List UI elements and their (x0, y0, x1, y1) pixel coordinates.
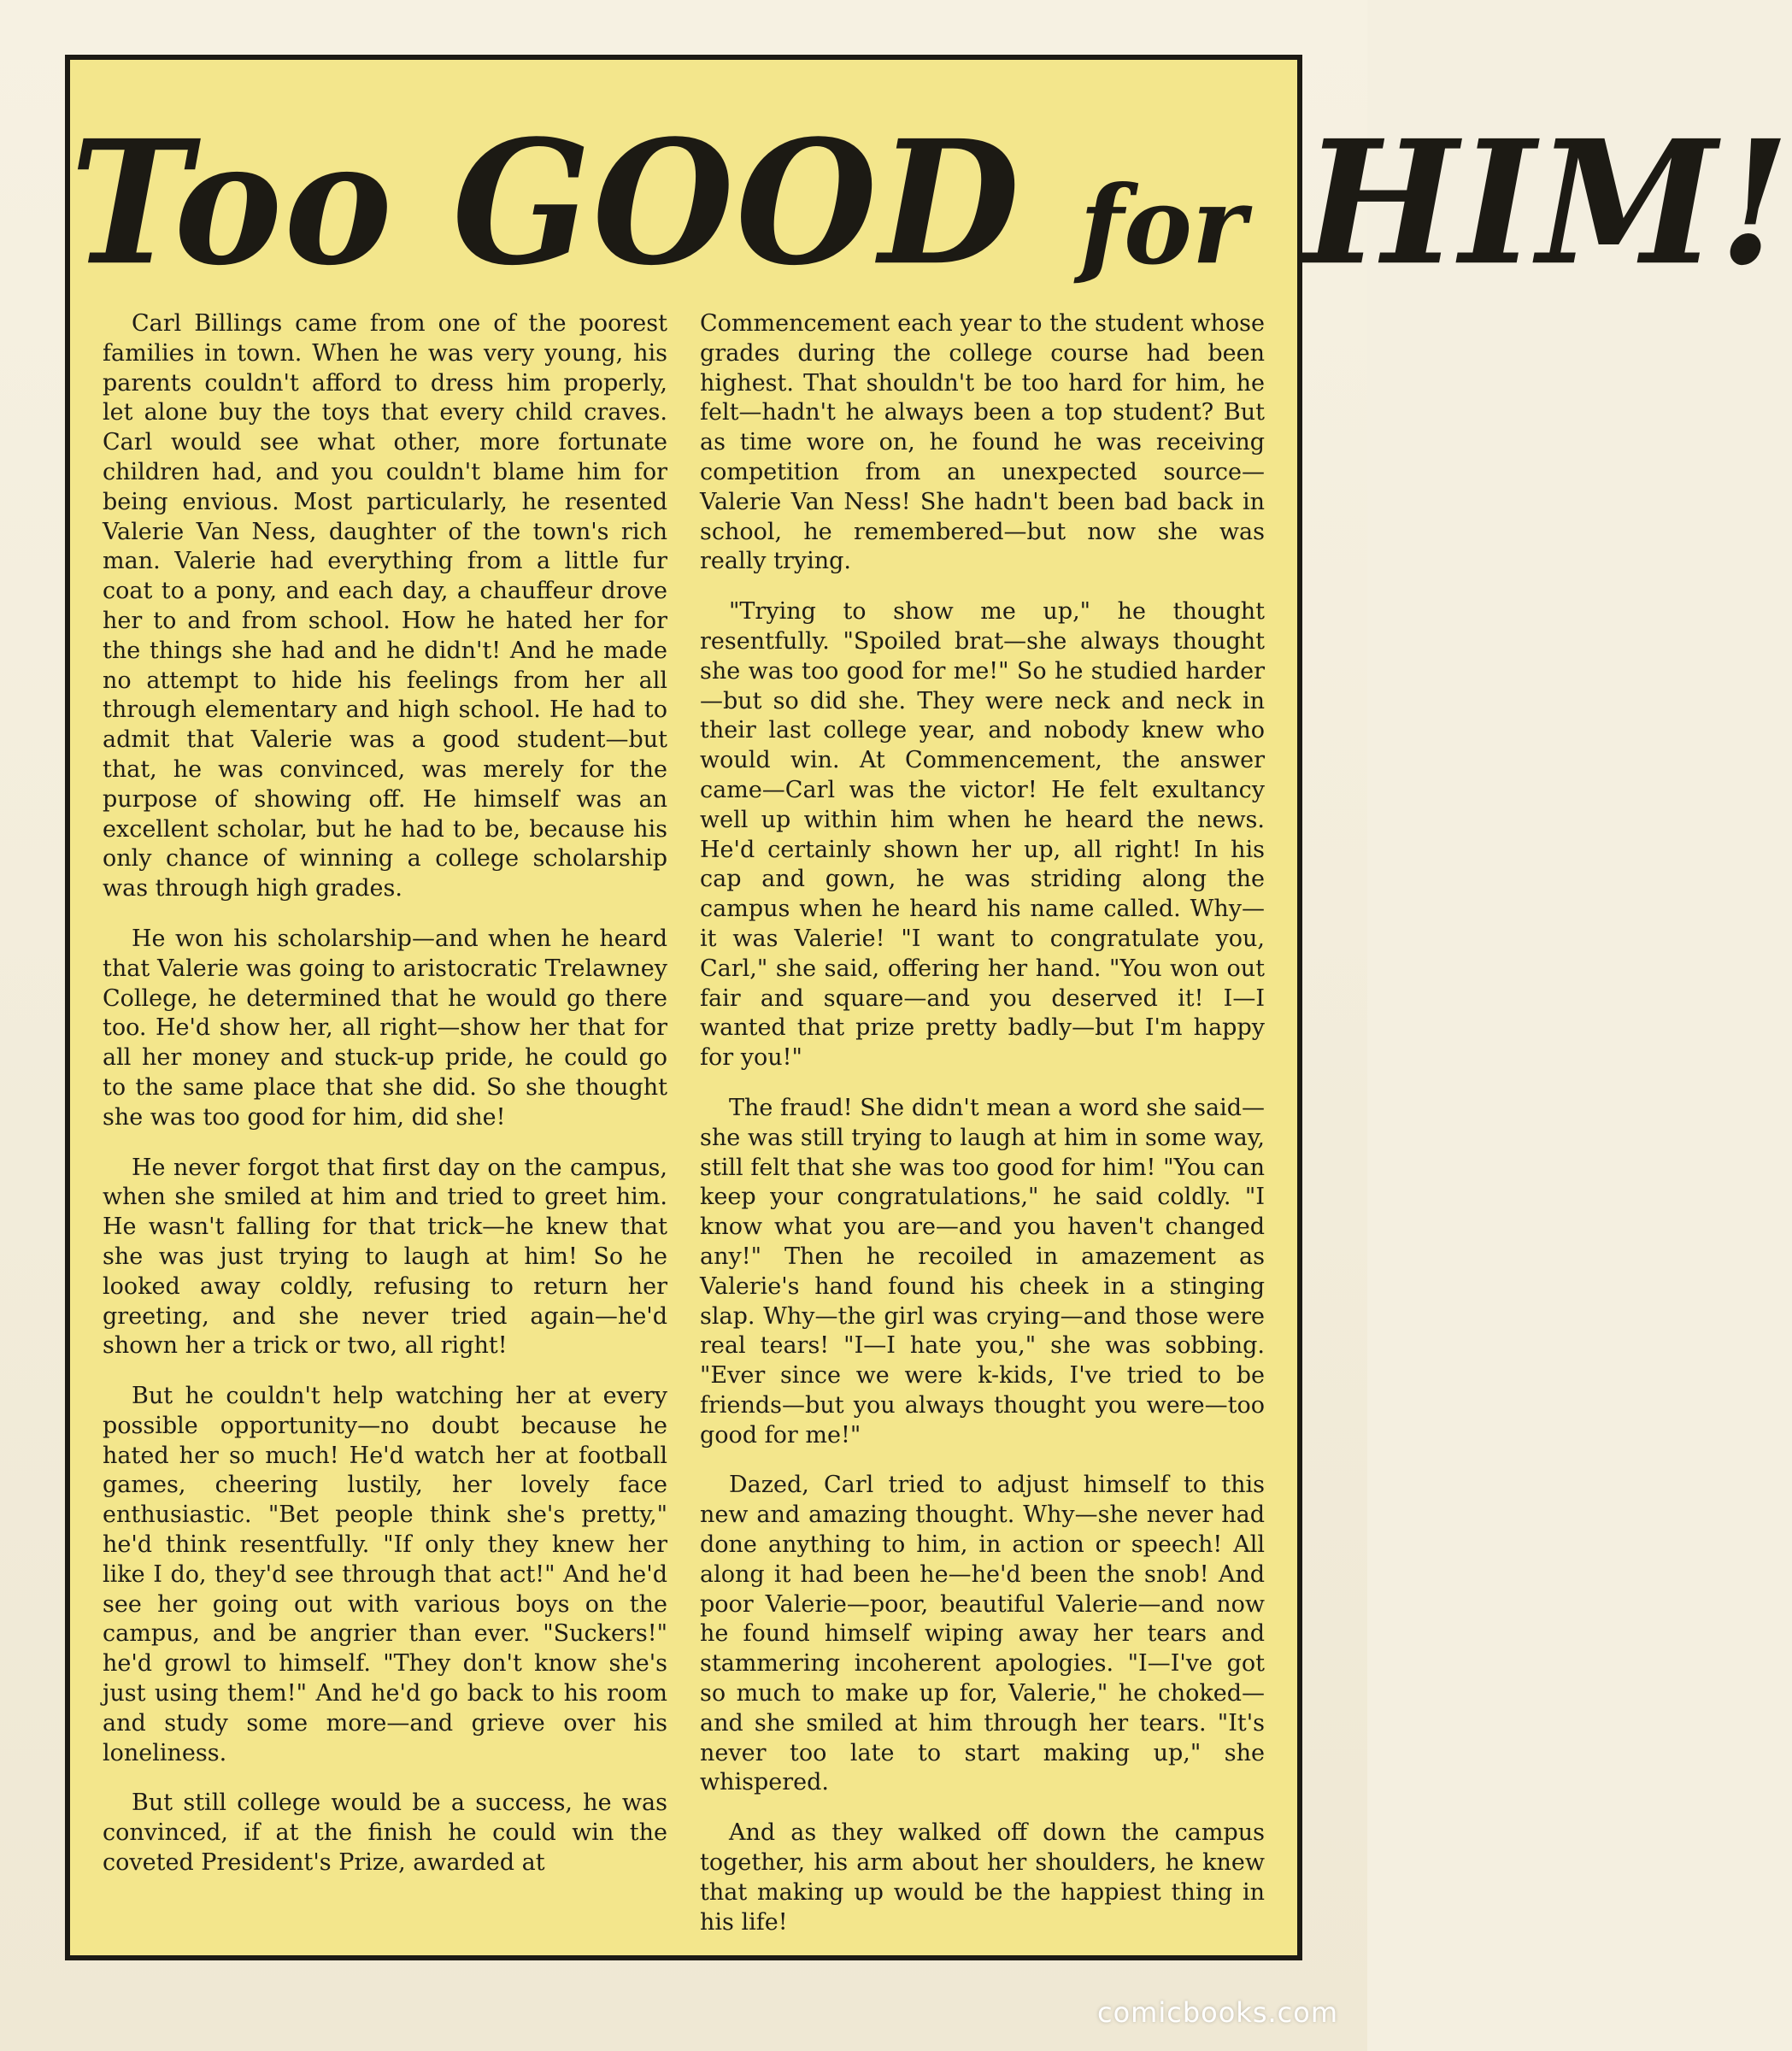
paragraph: He won his scholarship—and when he heard that Valerie was going to aristocratic Trelawney College, he determined that he would go there too. He'd show her, all right—show her that for all her money and stuck-up pride, he could go to the same place that she did. So she thought she was too good for him, did she! (103, 925, 667, 1131)
left-column (103, 309, 667, 1933)
right-column (700, 309, 1265, 1936)
paragraph: The fraud! She didn't mean a word she said—she was still trying to laugh at him in some way, still felt that she was too good for him! "You can keep your congratulations," he said coldly. "I know what you are—and you haven't changed any!" Then he recoiled in amazement as Valerie's hand found his cheek in a stinging slap. Why—the girl was crying—and those were real tears! "I—I hate you," she was sobbing. "Ever since we were k-kids, I've tried to be friends—but you always thought you were—too good for me!" (700, 1094, 1265, 1449)
paragraph: Dazed, Carl tried to adjust himself to this new and amazing thought. Why—she never had done anything to him, in action or speech! All along it had been he—he'd been the snob! And poor Valerie—poor, beautiful Valerie—and now he found himself wiping away her tears and stammering incoherent apologies. "I—I've got so much to make up for, Valerie," he choked—and she smiled at him through her tears. "It's never too late to start making up," she whispered. (700, 1472, 1265, 1796)
story-panel (65, 55, 1792, 1960)
title-part-2: for (1079, 162, 1247, 289)
story-columns (103, 309, 1265, 1936)
paragraph: But still college would be a success, he was convinced, if at the finish he could win the coveted President's Prize, awarded at (103, 1789, 667, 1877)
paragraph: "Trying to show me up," he thought resentfully. "Spoiled brat—she always thought she was too good for me!" So he studied harder—but so did she. They were neck and neck in their last college year, and nobody knew who would win. At Commencement, the answer came—Carl was the victor! He felt exultancy well up within him when he heard the news. He'd certainly shown her up, all right! In his cap and gown, he was striding along the campus when he heard his name called. Why—it was Valerie! "I want to congratulate you, Carl," she said, offering her hand. "You won out fair and square—and you deserved it! I—I wanted that prize pretty badly—but I'm happy for you!" (700, 598, 1265, 1072)
story-title (70, 96, 1792, 311)
paragraph: And as they walked off down the campus together, his arm about her shoulders, he knew that making up would be the happiest thing in his life! (700, 1819, 1265, 1936)
title-part-3: HIM! (1246, 103, 1792, 303)
paragraph: Carl Billings came from one of the poorest families in town. When he was very young, his parents couldn't afford to dress him properly, let alone buy the toys that every child craves. Carl would see what other, more fortunate children had, and you couldn't blame him for being envious. Most particularly, he resented Valerie Van Ness, daughter of the town's rich man. Valerie had everything from a little fur coat to a pony, and each day, a chauffeur drove her to and from school. How he hated her for the things she had and he didn't! And he made no attempt to hide his feelings from her all through elementary and high school. He had to admit that Valerie was a good student—but that, he was convinced, was merely for the purpose of showing off. He himself was an excellent scholar, but he had to be, because his only chance of winning a college scholarship was through high grades. (103, 310, 667, 902)
paragraph-continued: Commencement each year to the student whose grades during the college course had been highest. That shouldn't be too hard for him, he felt—hadn't he always been a top student? But as time wore on, he found he was receiving competition from an unexpected source—Valerie Van Ness! She hadn't been bad back in school, he remembered—but now she was really trying. (700, 310, 1265, 575)
watermark: comicbooks.com (1096, 1996, 1338, 2029)
title-part-1: Too GOOD (70, 103, 1080, 303)
paragraph: He never forgot that first day on the campus, when she smiled at him and tried to greet him. He wasn't falling for that trick—he knew that she was just trying to laugh at him! So he looked away coldly, refusing to return her greeting, and she never tried again—he'd shown her a trick or two, all right! (103, 1154, 667, 1360)
paragraph: But he couldn't help watching her at every possible opportunity—no doubt because he hated her so much! He'd watch her at football games, cheering lustily, her lovely face enthusiastic. "Bet people think she's pretty," he'd think resentfully. "If only they knew her like I do, they'd see through that act!" And he'd see her going out with various boys on the campus, and be angrier than ever. "Suckers!" he'd growl to himself. "They don't know she's just using them!" And he'd go back to his room and study some more—and grieve over his loneliness. (103, 1383, 667, 1766)
